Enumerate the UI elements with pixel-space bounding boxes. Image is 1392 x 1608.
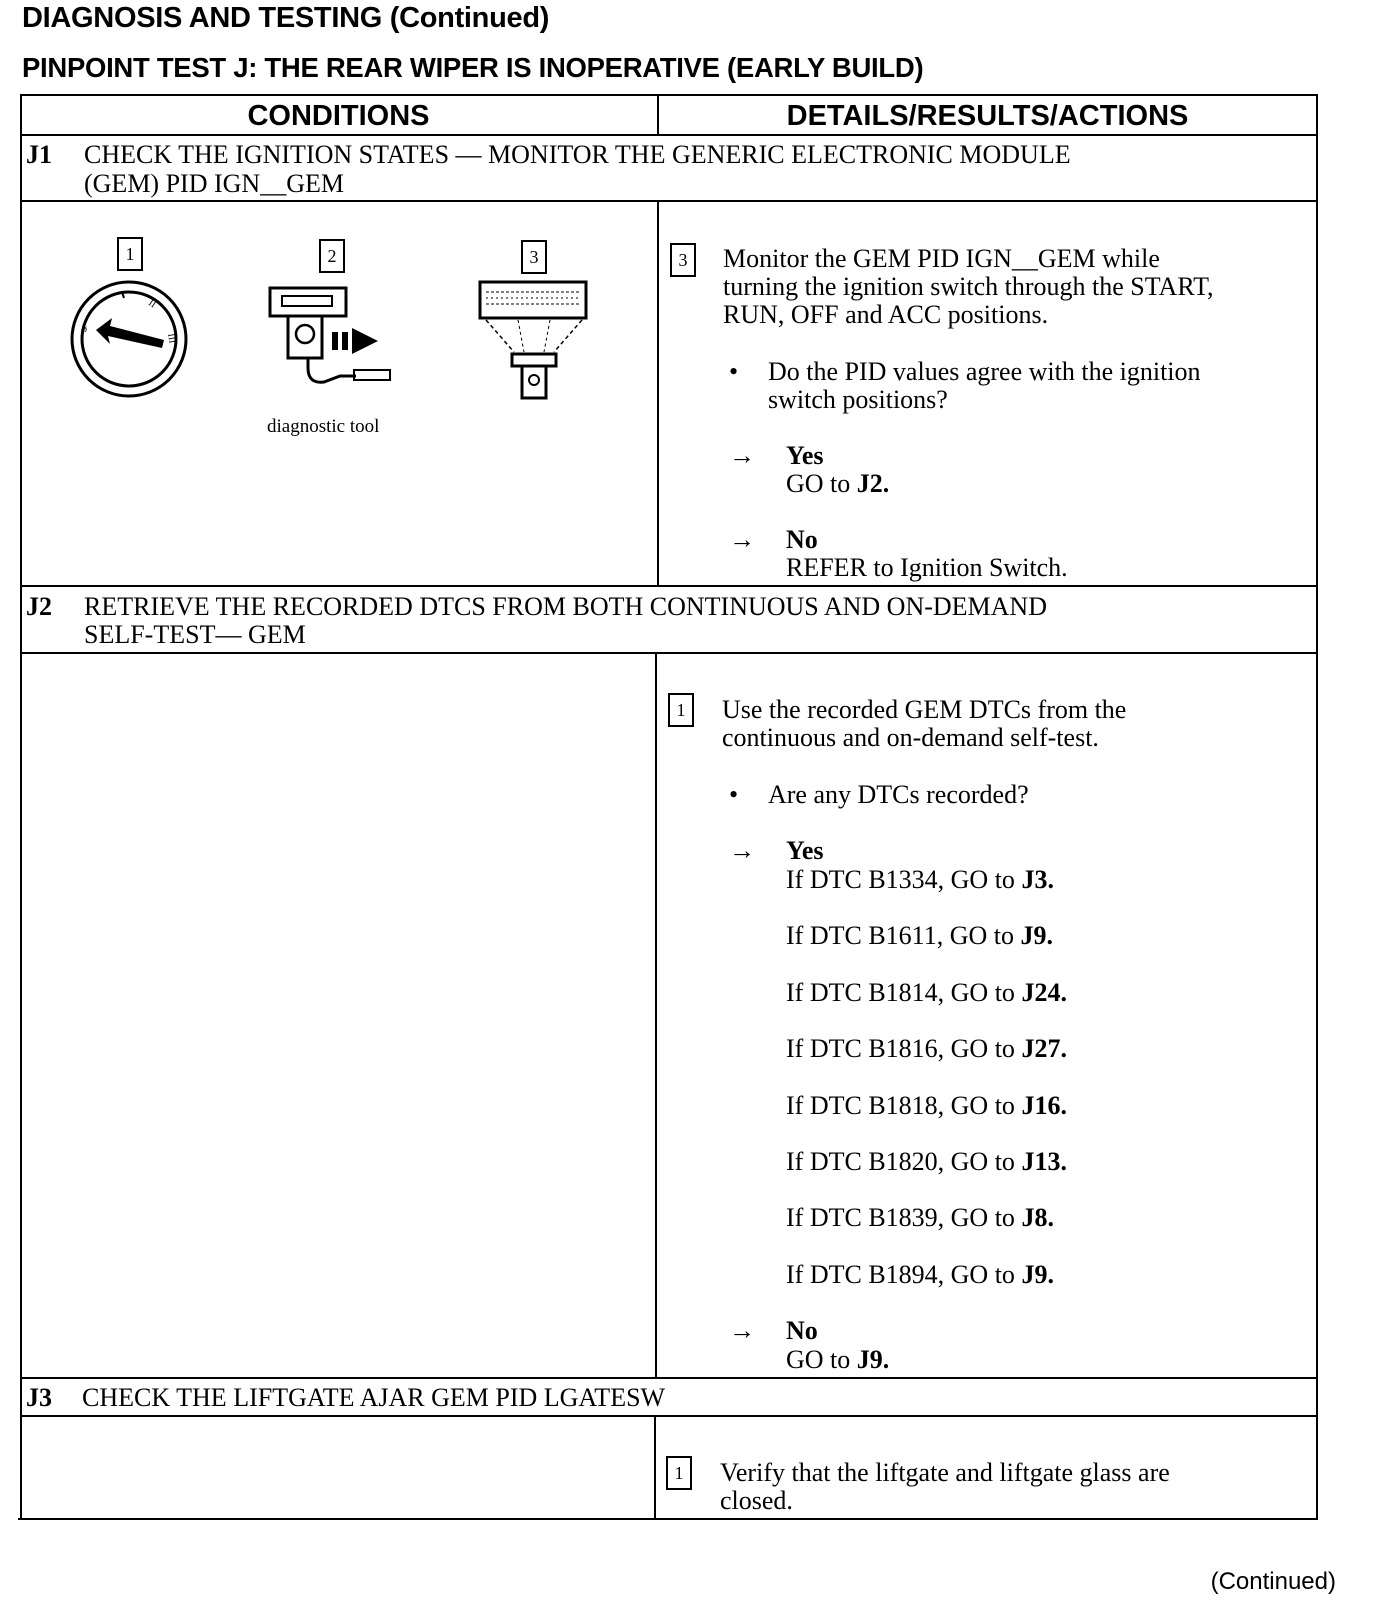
- dtc-result-text: If DTC B1814, GO to: [786, 978, 1015, 1007]
- step-id: J2: [26, 592, 52, 621]
- svg-text:II: II: [146, 297, 159, 311]
- dtc-result-text: If DTC B1818, GO to: [786, 1091, 1015, 1120]
- action-text-line2: turning the ignition switch through the START,: [723, 272, 1214, 301]
- dtc-result-target: J27.: [1021, 1034, 1067, 1063]
- dtc-result-row: [786, 1091, 1067, 1121]
- dtc-result-text: If DTC B1816, GO to: [786, 1034, 1015, 1063]
- dtc-result-target: J13.: [1021, 1147, 1067, 1176]
- action-text-line1: Use the recorded GEM DTCs from the: [722, 695, 1127, 724]
- step-title-line2: (GEM) PID IGN__GEM: [84, 169, 344, 198]
- figure-caption: diagnostic tool: [267, 416, 380, 437]
- dtc-result-row: [786, 1147, 1067, 1177]
- no-label: No: [786, 525, 818, 554]
- yes-action-target: J2.: [856, 469, 890, 498]
- dtc-result-text: If DTC B1820, GO to: [786, 1147, 1015, 1176]
- step-title-line2: SELF-TEST— GEM: [84, 620, 306, 649]
- action-text-line3: RUN, OFF and ACC positions.: [723, 300, 1049, 329]
- dtc-result-row: [786, 1260, 1054, 1290]
- action-text-line1: Monitor the GEM PID IGN__GEM while: [723, 244, 1160, 273]
- yes-action: [786, 469, 889, 499]
- dtc-result-row: [786, 921, 1053, 951]
- column-header-details: DETAILS/RESULTS/ACTIONS: [786, 100, 1189, 132]
- dtc-result-target: J9.: [1020, 921, 1053, 950]
- dtc-result-text: If DTC B1334, GO to: [786, 865, 1015, 894]
- arrow-right-icon: →: [729, 836, 755, 865]
- action-step-number: 3: [670, 243, 696, 277]
- no-label: No: [786, 1316, 818, 1345]
- arrow-right-icon: →: [729, 525, 755, 554]
- dtc-result-row: [786, 1034, 1067, 1064]
- no-action-text: GO to: [786, 1345, 851, 1374]
- step-title-line1: RETRIEVE THE RECORDED DTCS FROM BOTH CONTINUOUS AND ON-DEMAND: [84, 592, 1047, 621]
- column-header-conditions: CONDITIONS: [247, 100, 430, 132]
- no-action: [786, 1345, 889, 1375]
- figure-label-2: 2: [319, 239, 345, 273]
- arrow-right-icon: →: [729, 1316, 755, 1345]
- dtc-result-row: [786, 978, 1067, 1008]
- step-title-line1: CHECK THE IGNITION STATES — MONITOR THE GENERIC ELECTRONIC MODULE: [84, 140, 1071, 169]
- step-id: J3: [26, 1383, 52, 1412]
- display-screen-icon: [478, 280, 590, 402]
- action-step-number: 1: [668, 693, 694, 727]
- pinpoint-test-title: PINPOINT TEST J: THE REAR WIPER IS INOPERATIVE (EARLY BUILD): [22, 52, 924, 83]
- bullet-icon: •: [729, 780, 739, 809]
- question-text: Are any DTCs recorded?: [768, 780, 1029, 809]
- continued-label: (Continued): [1210, 1568, 1336, 1595]
- action-text-line1: Verify that the liftgate and liftgate glass are: [720, 1458, 1170, 1487]
- page-title: DIAGNOSIS AND TESTING (Continued): [22, 2, 550, 34]
- yes-label: Yes: [786, 441, 824, 470]
- step-title: CHECK THE LIFTGATE AJAR GEM PID LGATESW: [82, 1383, 666, 1412]
- step-id: J1: [26, 140, 52, 169]
- no-action-target: J9.: [856, 1345, 890, 1374]
- dtc-result-row: [786, 1203, 1054, 1233]
- dtc-result-text: If DTC B1611, GO to: [786, 921, 1014, 950]
- no-action-text: REFER to Ignition Switch.: [786, 553, 1068, 582]
- question-line1: Do the PID values agree with the ignition: [768, 357, 1201, 386]
- yes-label: Yes: [786, 836, 824, 865]
- action-step-number: 1: [666, 1456, 692, 1490]
- figure-label-1: 1: [117, 237, 143, 271]
- diagnostic-tool-icon: [266, 284, 396, 394]
- dtc-result-target: J8.: [1021, 1203, 1054, 1232]
- action-text-line2: closed.: [720, 1486, 793, 1515]
- dtc-result-row: [786, 865, 1054, 895]
- ignition-switch-icon: [66, 278, 192, 400]
- arrow-right-icon: →: [729, 441, 755, 470]
- dtc-result-text: If DTC B1839, GO to: [786, 1203, 1015, 1232]
- dtc-result-text: If DTC B1894, GO to: [786, 1260, 1015, 1289]
- yes-action-text: GO to: [786, 469, 851, 498]
- svg-text:ø: ø: [82, 324, 87, 335]
- figure-label-3: 3: [521, 240, 547, 274]
- svg-text:III: III: [165, 332, 178, 345]
- question-line2: switch positions?: [768, 385, 948, 414]
- dtc-result-target: J3.: [1021, 865, 1054, 894]
- action-text-line2: continuous and on-demand self-test.: [722, 723, 1099, 752]
- bullet-icon: •: [729, 357, 739, 386]
- dtc-result-target: J24.: [1021, 978, 1067, 1007]
- dtc-result-target: J16.: [1021, 1091, 1067, 1120]
- dtc-result-target: J9.: [1021, 1260, 1054, 1289]
